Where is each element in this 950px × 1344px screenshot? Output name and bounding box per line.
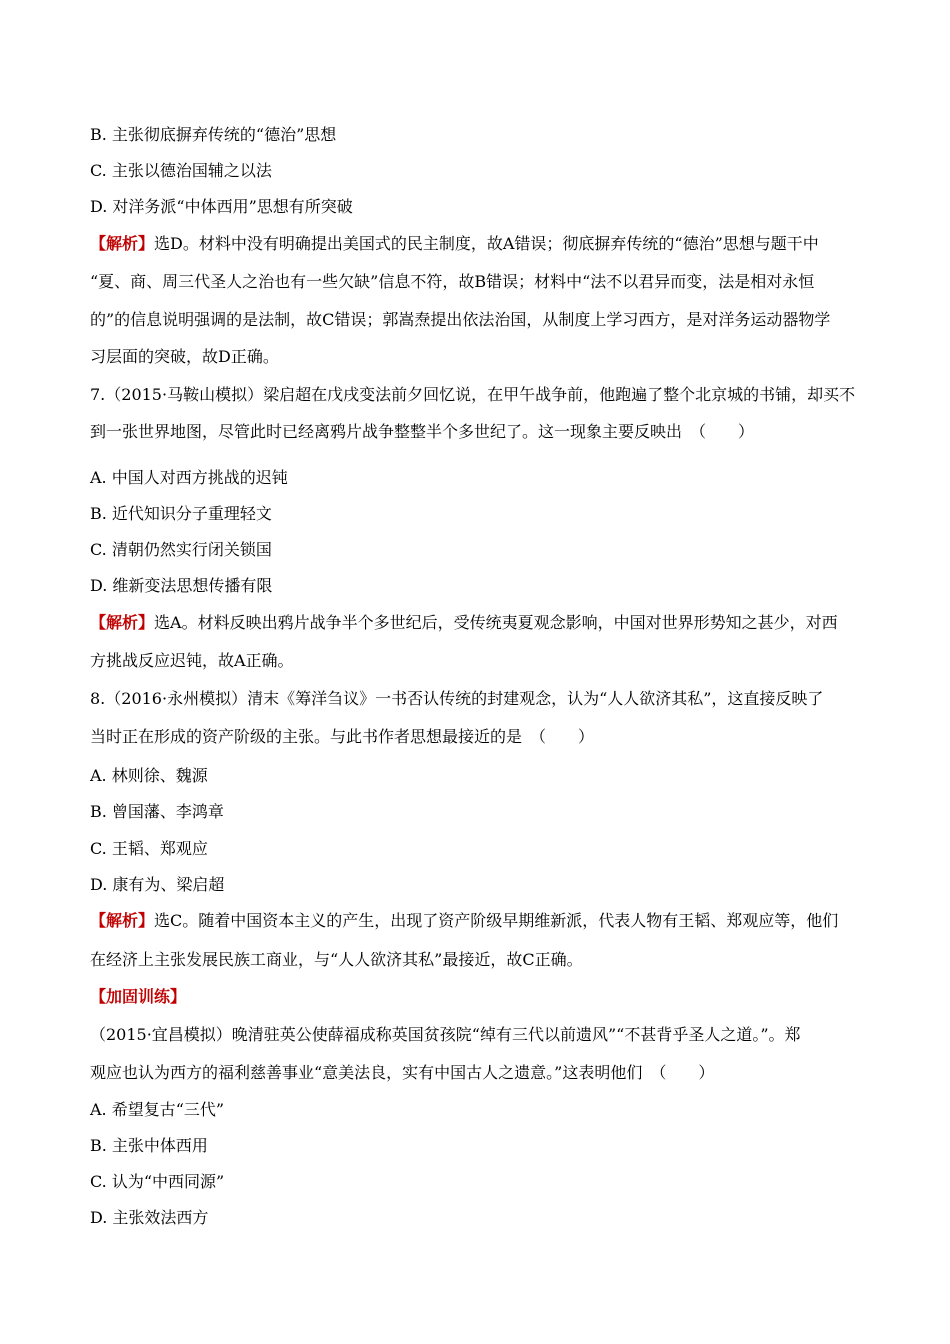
q7-option-c: C. 清朝仍然实行闭关锁国	[90, 540, 272, 559]
extra-stem: （2015·宜昌模拟）晚清驻英公使薛福成称英国贫孩院“绰有三代以前遗风”“不甚背乎圣人之道。”。郑	[90, 1025, 801, 1044]
q8-option-a: A. 林则徐、魏源	[90, 766, 208, 785]
q8-analysis-line	[90, 910, 838, 932]
q8-analysis-line: 在经济上主张发展民族工商业，与“人人欲济其私”最接近，故C正确。	[90, 950, 583, 969]
q7-analysis-text: 选A。材料反映出鸦片战争半个多世纪后，受传统夷夏观念影响，中国对世界形势知之甚少，对西	[154, 613, 838, 632]
q7-stem: 7.（2015·马鞍山模拟）梁启超在戊戌变法前夕回忆说，在甲午战争前，他跑遍了整个北京城的书铺，却买不	[90, 385, 856, 404]
analysis-tag: 【解析】	[90, 911, 155, 930]
q6-analysis-line: 习层面的突破，故D正确。	[90, 347, 279, 366]
analysis-tag: 【解析】	[90, 234, 155, 253]
q7-option-d: D. 维新变法思想传播有限	[90, 576, 273, 595]
extra-option-a: A. 希望复古“三代”	[90, 1100, 225, 1119]
q6-analysis-line: “夏、商、周三代圣人之治也有一些欠缺”信息不符，故B错误；材料中“法不以君异而变，法是相对永恒	[90, 272, 815, 291]
q8-analysis-text: 选C。随着中国资本主义的产生，出现了资产阶级早期维新派，代表人物有王韬、郑观应等，他们	[154, 911, 839, 930]
q8-stem: 8.（2016·永州模拟）清末《筹洋刍议》一书否认传统的封建观念，认为“人人欲济其私”，这直接反映了	[90, 689, 824, 708]
q6-option-c: C. 主张以德治国辅之以法	[90, 161, 272, 180]
q6-analysis-line: 的”的信息说明强调的是法制，故C错误；郭嵩焘提出依法治国，从制度上学习西方，是对洋务运动器物学	[90, 310, 831, 329]
section-heading: 【加固训练】	[90, 987, 187, 1006]
q6-analysis-line	[90, 233, 819, 255]
analysis-tag: 【解析】	[90, 613, 155, 632]
q7-option-a: A. 中国人对西方挑战的迟钝	[90, 468, 288, 487]
q7-option-b: B. 近代知识分子重理轻文	[90, 504, 272, 523]
q6-option-b: B. 主张彻底摒弃传统的“德治”思想	[90, 125, 337, 144]
q8-option-b: B. 曾国藩、李鸿章	[90, 802, 224, 821]
extra-option-b: B. 主张中体西用	[90, 1136, 208, 1155]
q7-analysis-line	[90, 612, 838, 634]
q6-option-d: D. 对洋务派“中体西用”思想有所突破	[90, 197, 353, 216]
q6-analysis-text: 选D。材料中没有明确提出美国式的民主制度，故A错误；彻底摒弃传统的“德治”思想与题干中	[154, 234, 819, 253]
q8-option-c: C. 王韬、郑观应	[90, 839, 208, 858]
q7-analysis-line: 方挑战反应迟钝，故A正确。	[90, 651, 294, 670]
extra-stem: 观应也认为西方的福利慈善事业“意美法良，实有中国古人之遗意。”这表明他们 （ ）	[90, 1063, 715, 1082]
extra-option-d: D. 主张效法西方	[90, 1208, 209, 1227]
q8-stem: 当时正在形成的资产阶级的主张。与此书作者思想最接近的是 （ ）	[90, 727, 595, 746]
q8-option-d: D. 康有为、梁启超	[90, 875, 225, 894]
extra-option-c: C. 认为“中西同源”	[90, 1172, 225, 1191]
q7-stem: 到一张世界地图，尽管此时已经离鸦片战争整整半个多世纪了。这一现象主要反映出 （ ）	[90, 422, 755, 441]
